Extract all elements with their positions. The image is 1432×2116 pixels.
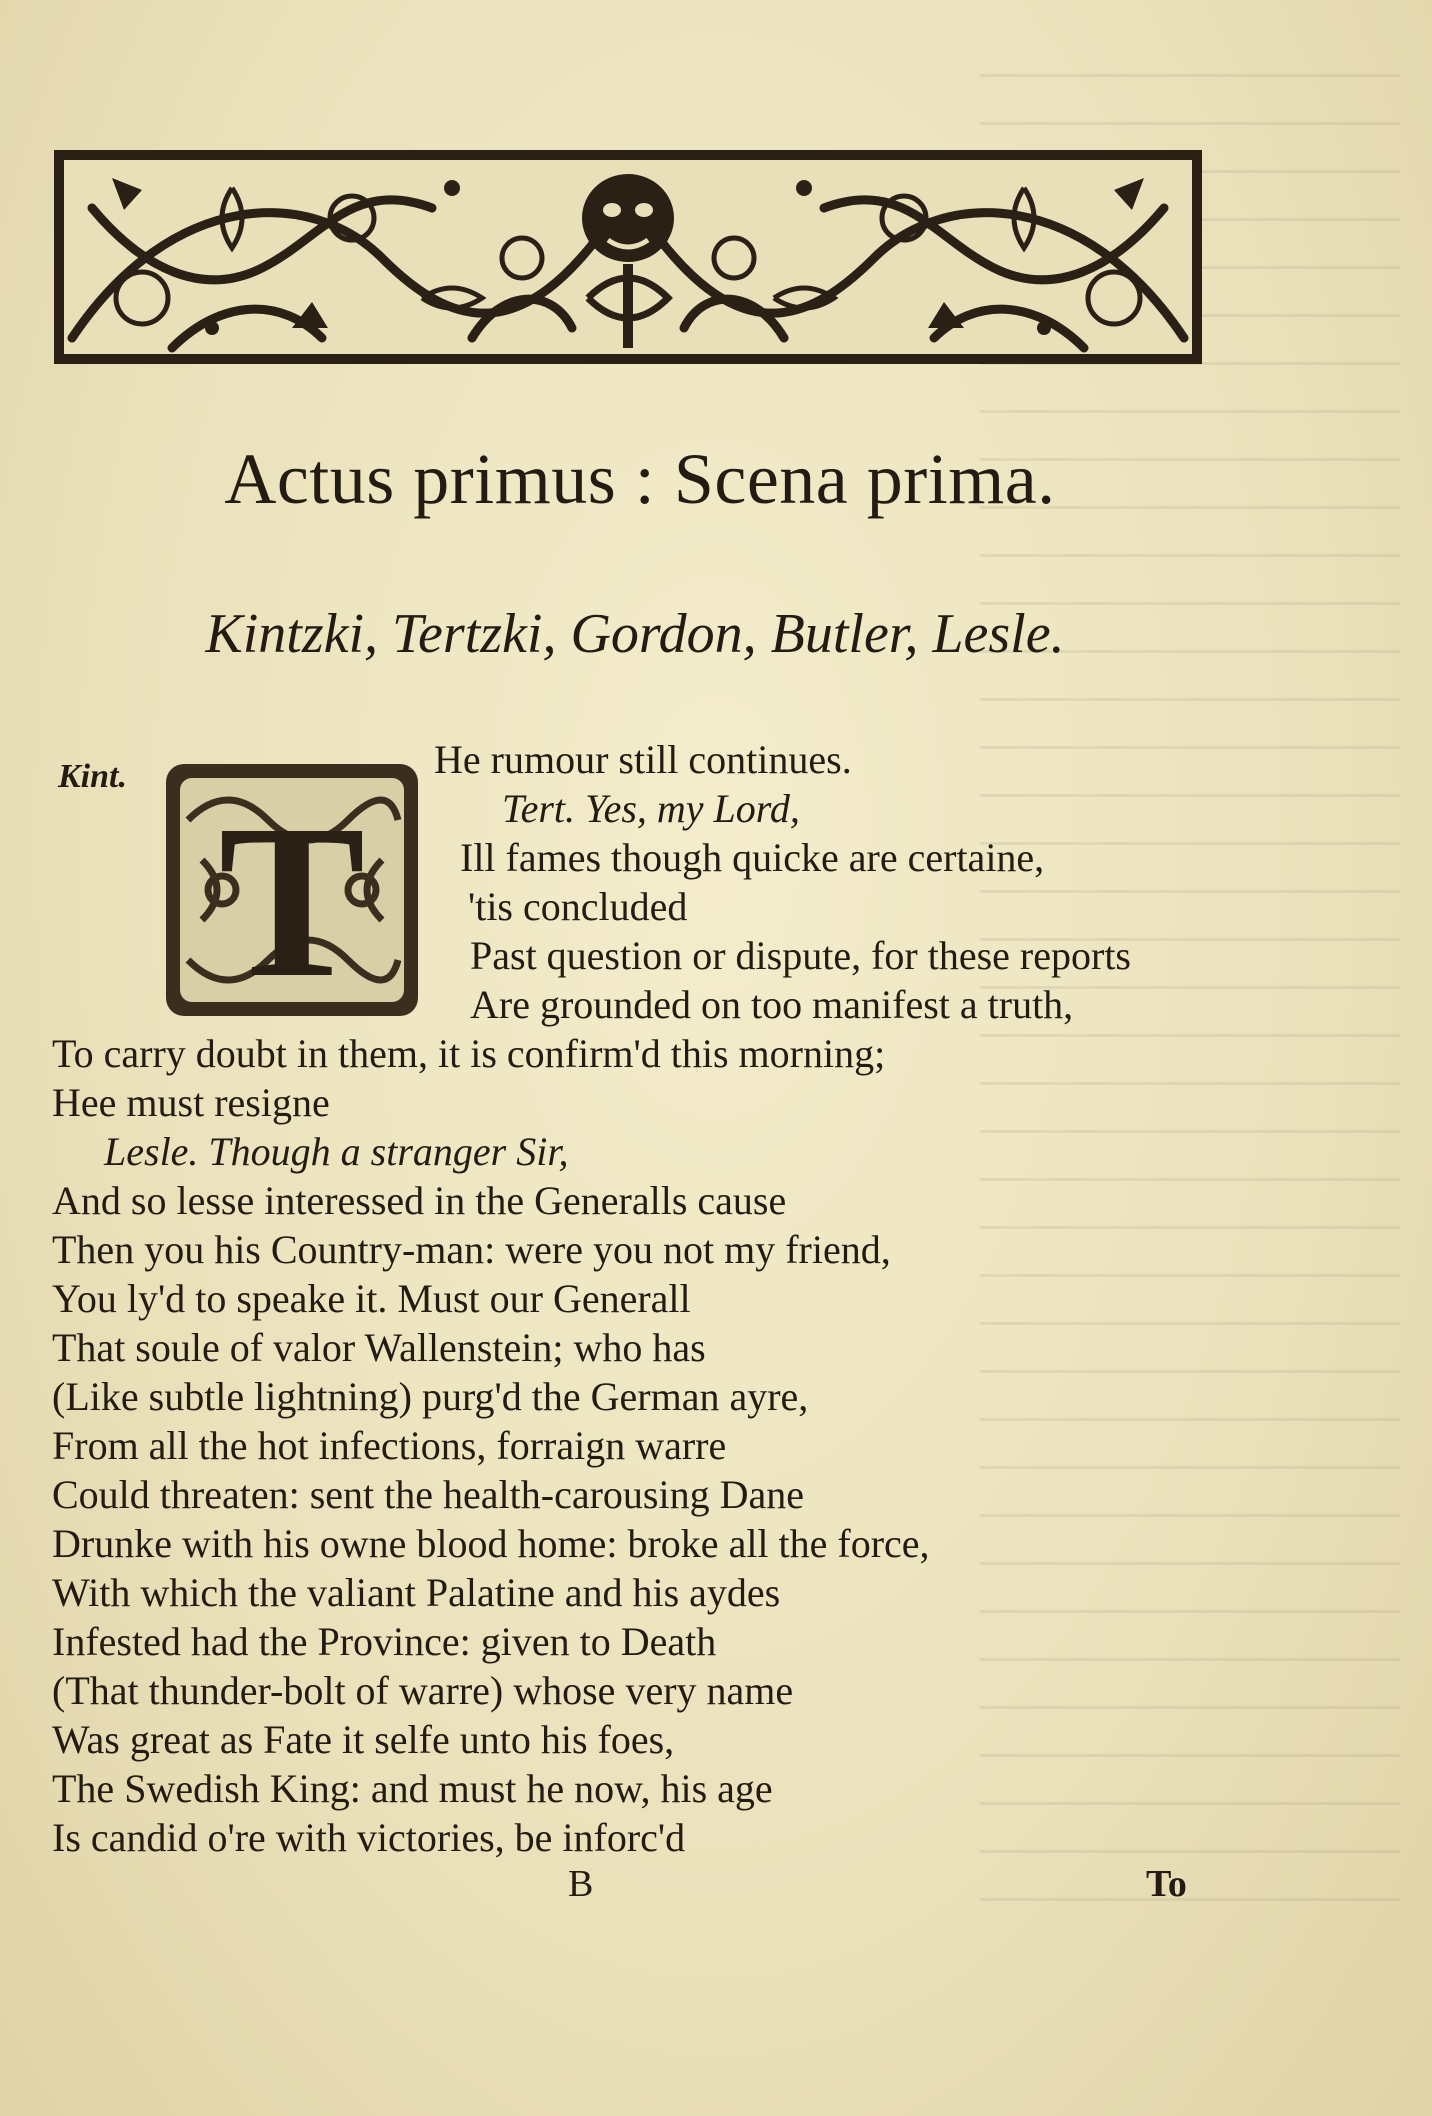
catchword: To bbox=[1146, 1863, 1187, 1905]
text-line: Drunke with his owne blood home: broke all the force, bbox=[52, 1521, 930, 1566]
text-line: The Swedish King: and must he now, his age bbox=[52, 1766, 773, 1811]
text-line: Are grounded on too manifest a truth, bbox=[470, 982, 1074, 1027]
text-line: Could threaten: sent the health-carousing Dane bbox=[52, 1472, 804, 1517]
text-line: 'tis concluded bbox=[468, 884, 688, 929]
text-line: Lesle. Though a stranger Sir, bbox=[104, 1129, 569, 1174]
text-line: Past question or dispute, for these reports bbox=[470, 933, 1131, 978]
text-line: Hee must resigne bbox=[52, 1080, 330, 1125]
text-line: Then you his Country-man: were you not my friend, bbox=[52, 1227, 891, 1272]
text-line: To carry doubt in them, it is confirm'd this morning; bbox=[52, 1031, 886, 1076]
text-line: Infested had the Province: given to Death bbox=[52, 1619, 717, 1664]
speaker-tag: Kint. bbox=[58, 758, 127, 795]
text-line: You ly'd to speake it. Must our Generall bbox=[52, 1276, 691, 1321]
signature-mark: B bbox=[568, 1863, 594, 1905]
text-line: And so lesse interessed in the Generalls cause bbox=[52, 1178, 787, 1223]
cast-list: Kintzki, Tertzki, Gordon, Butler, Lesle. bbox=[205, 603, 1065, 665]
drop-capital-letter: T bbox=[218, 779, 366, 1020]
text-line: With which the valiant Palatine and his aydes bbox=[52, 1570, 781, 1615]
decorated-drop-capital bbox=[162, 760, 422, 1020]
text-line: (That thunder-bolt of warre) whose very name bbox=[52, 1668, 794, 1713]
text-line: (Like subtle lightning) purg'd the German ayre, bbox=[52, 1374, 809, 1419]
text-line: That soule of valor Wallenstein; who has bbox=[52, 1325, 706, 1370]
act-scene-heading: Actus primus : Scena prima. bbox=[224, 439, 1056, 519]
text-line: Ill fames though quicke are certaine, bbox=[460, 835, 1045, 880]
text-line: From all the hot infections, forraign warre bbox=[52, 1423, 727, 1468]
text-line: He rumour still continues. bbox=[434, 737, 852, 782]
text-line: Was great as Fate it selfe unto his foes, bbox=[52, 1717, 675, 1762]
text-line: Tert. Yes, my Lord, bbox=[502, 786, 800, 831]
text-line: Is candid o're with victories, be inforc'd bbox=[52, 1815, 686, 1860]
ornamental-headpiece bbox=[52, 148, 1204, 366]
